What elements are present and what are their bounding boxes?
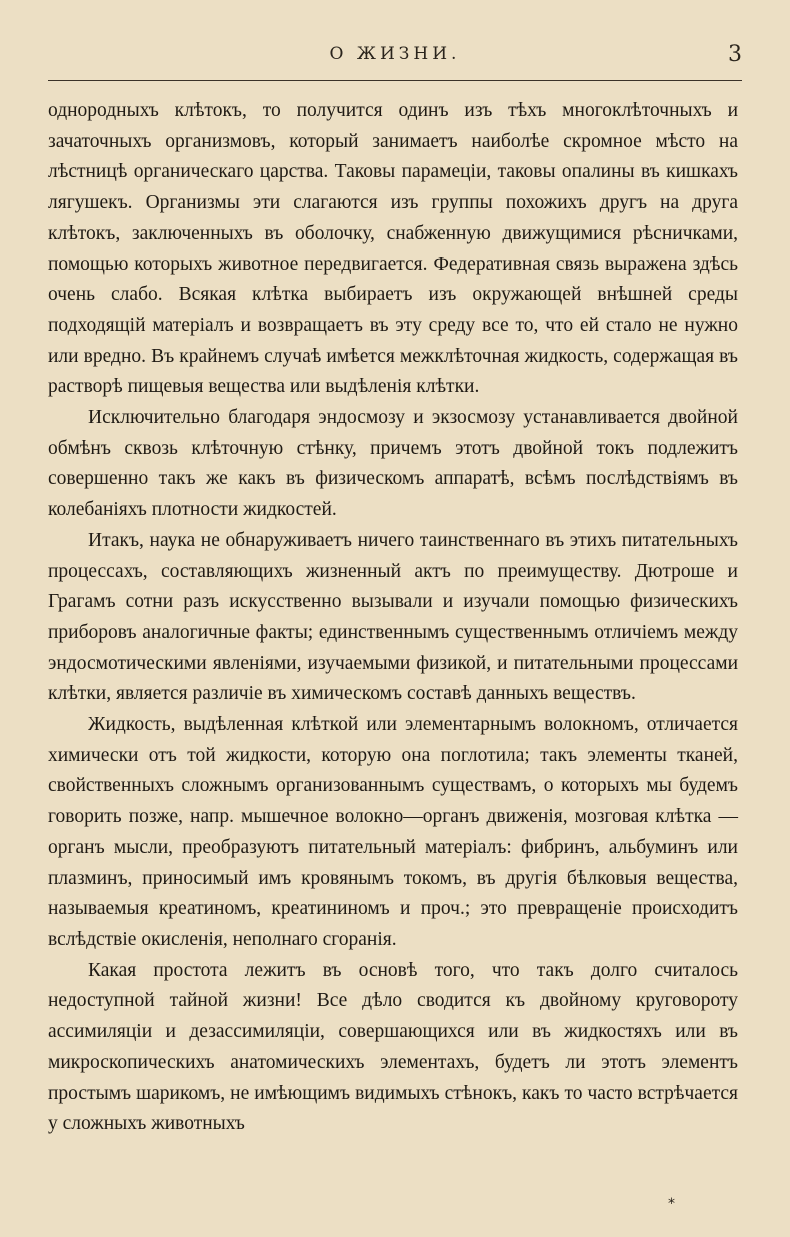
body-text xyxy=(48,96,738,1140)
paragraph-1: однородныхъ клѣтокъ, то получится одинъ изъ тѣхъ многоклѣточныхъ и зачаточныхъ организмовъ, который занимаетъ наиболѣе скромное мѣсто на лѣстницѣ органическаго царства. Таковы парамеціи, таковы опалины въ кишкахъ лягушекъ. Организмы эти слагаются изъ группы похожихъ другъ на друга клѣтокъ, заключенныхъ въ оболочку, снабженную движущимися рѣсничками, помощью которыхъ животное передвигается. Федеративная связь выражена здѣсь очень слабо. Всякая клѣтка выбираетъ изъ окружающей внѣшней среды подходящій матеріалъ и возвращаетъ въ эту среду все то, что ей стало не нужно или вредно. Въ крайнемъ случаѣ имѣется межклѣточная жидкость, содержащая въ растворѣ пищевыя вещества или выдѣленія клѣтки. xyxy=(48,100,738,398)
page-number: 3 xyxy=(728,42,742,67)
running-title: О ЖИЗНИ. xyxy=(329,44,461,64)
running-head xyxy=(48,44,742,74)
paragraph-3: Итакъ, наука не обнаруживаетъ ничего таинственнаго въ этихъ питательныхъ процессахъ, составляющихъ жизненный актъ по преимуществу. Дютроше и Грагамъ сотни разъ искусственно вызывали и изучали помощью физическихъ приборовъ аналогичные факты; единственнымъ существеннымъ отличіемъ между эндосмотическими явленіями, изучаемыми физикой, и питательными процессами клѣтки, является различіе въ химическомъ составѣ данныхъ веществъ. xyxy=(48,529,738,705)
paragraph-5: Какая простота лежитъ въ основѣ того, что такъ долго считалось недоступной тайной жизни! Все дѣло сводится къ двойному круговороту ассимиляціи и дезассимиляціи, совершающихся или въ жидкостяхъ или въ микроскопическихъ анатомическихъ элементахъ, будетъ ли этотъ элементъ простымъ шарикомъ, не имѣющимъ видимыхъ стѣнокъ, какъ то часто встрѣчается у сложныхъ животныхъ xyxy=(48,959,738,1135)
signature-mark: * xyxy=(668,1196,675,1212)
header-rule xyxy=(48,80,742,81)
paragraph-4: Жидкость, выдѣленная клѣткой или элементарнымъ волокномъ, отличается химически отъ той жидкости, которую она поглотила; такъ элементы тканей, свойственныхъ сложнымъ организованнымъ существамъ, о которыхъ мы будемъ говорить позже, напр. мышечное волокно—органъ движенія, мозговая клѣтка — органъ мысли, преобразуютъ питательный матеріалъ: фибринъ, альбуминъ или плазминъ, приносимый имъ кровянымъ токомъ, въ другія бѣлковыя вещества, называемыя креатиномъ, креатининомъ и проч.; это превращеніе происходитъ вслѣдствіе окисленія, неполнаго сгоранія. xyxy=(48,714,738,950)
paragraph-2: Исключительно благодаря эндосмозу и экзосмозу устанавливается двойной обмѣнъ сквозь клѣточную стѣнку, причемъ этотъ двойной токъ подлежитъ совершенно такъ же какъ въ физическомъ аппаратѣ, всѣмъ послѣдствіямъ въ колебаніяхъ плотности жидкостей. xyxy=(48,407,738,521)
